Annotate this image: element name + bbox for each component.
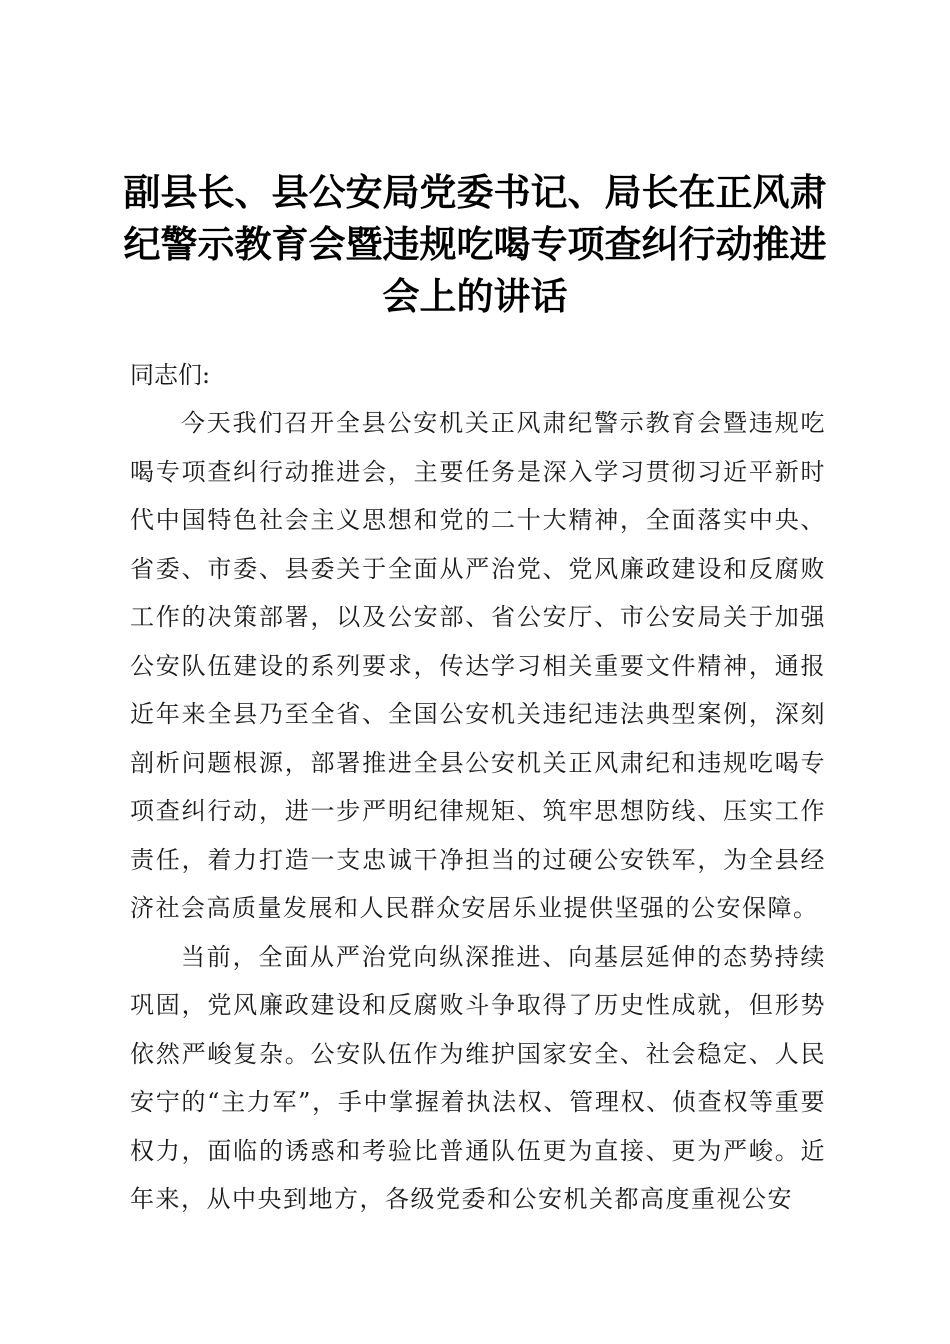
body-paragraph-2: 当前，全面从严治党向纵深推进、向基层延伸的态势持续巩固，党风廉政建设和反腐败斗争取得了历史性成就，但形势依然严峻复杂。公安队伍作为维护国家安全、社会稳定、人民安宁的“主力军”，手中掌握着执法权、管理权、侦查权等重要权力，面临的诱惑和考验比普通队伍更为直接、更为严峻。近年来，从中央到地方，各级党委和公安机关都高度重视公安 (130, 942, 826, 1213)
salutation: 同志们: (130, 361, 211, 389)
document-title: 副县长、县公安局党委书记、局长在正风肃纪警示教育会暨违规吃喝专项查纠行动推进会上的讲话 (123, 170, 827, 318)
body-paragraph-1: 今天我们召开全县公安机关正风肃纪警示教育会暨违规吃喝专项查纠行动推进会，主要任务是深入学习贯彻习近平新时代中国特色社会主义思想和党的二十大精神，全面落实中央、省委、市委、县委关于全面从严治党、党风廉政建设和反腐败工作的决策部署，以及公安部、省公安厅、市公安局关于加强公安队伍建设的系列要求，传达学习相关重要文件精神，通报近年来全县乃至全省、全国公安机关违纪违法典型案例，深刻剖析问题根源，部署推进全县公安机关正风肃纪和违规吃喝专项查纠行动，进一步严明纪律规矩、筑牢思想防线、压实工作责任，着力打造一支忠诚干净担当的过硬公安铁军，为全县经济社会高质量发展和人民群众安居乐业提供坚强的公安保障。 (130, 409, 826, 922)
document-body (130, 399, 826, 1224)
